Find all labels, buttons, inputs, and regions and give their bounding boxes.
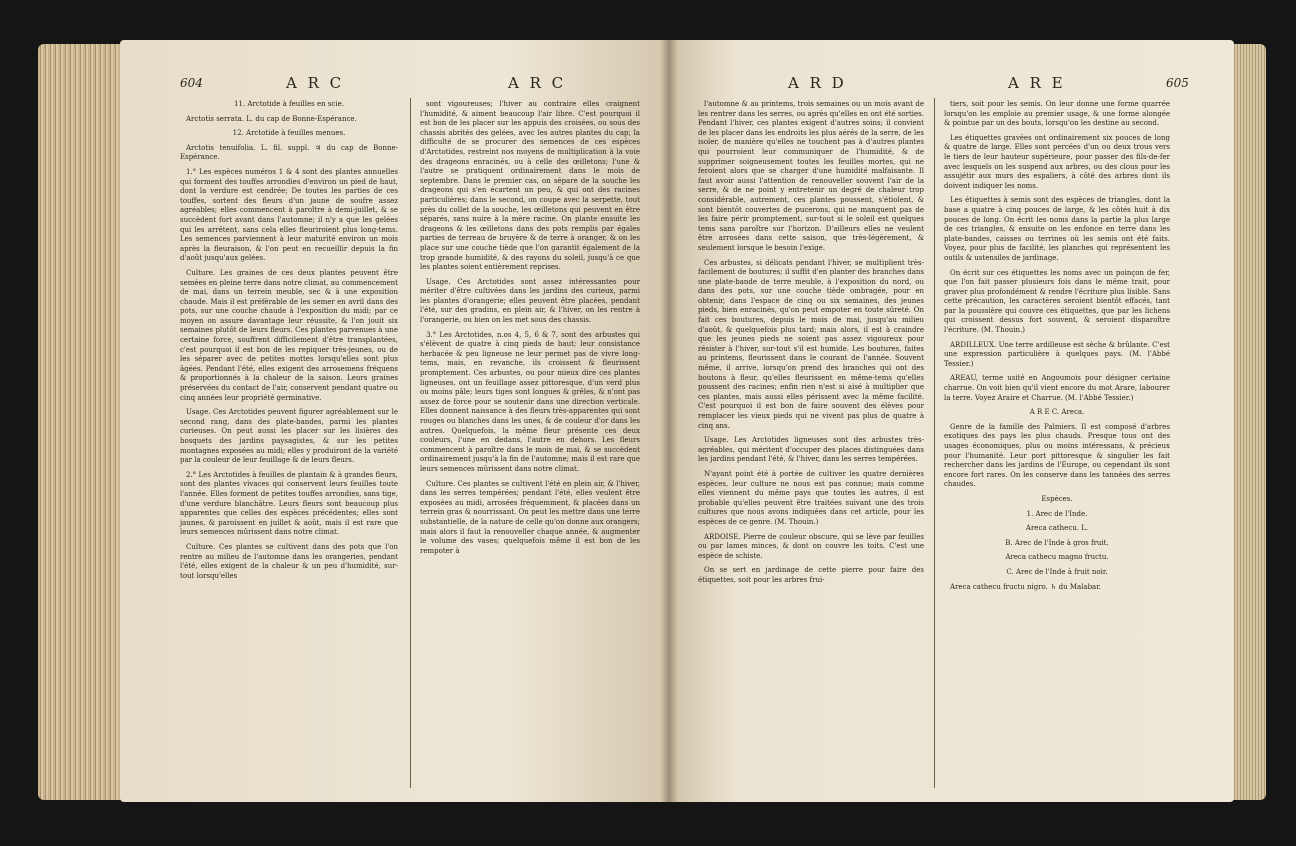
paragraph: B. Arec de l'Inde à gros fruit. [1005, 538, 1109, 547]
paragraph: 2.° Les Arctotides à feuilles de plantain & à grandes fleurs, sont des plantes vivaces qui conservent leurs feuilles toute l'année. Elles forment de petites touffes arrondies, sans tige, d'une verdure blanchâtre. Leurs fleurs sont beaucoup plus apparentes que celles des espèces précédentes; elles sont jaunes, & paroissent en juillet & août, mais il est rare que leurs semences mûrissent dans notre climat. [180, 470, 398, 537]
page-number-right: 605 [1166, 76, 1189, 90]
text-column-2 [420, 100, 640, 561]
paragraph: Arctotis tenuifolia. L. fil. suppl. ♃ du cap de Bonne-Espérance. [180, 143, 398, 162]
paragraph: Usage. Ces Arctotides peuvent figurer agréablement sur le second rang, dans des plate-bandes, parmi les plantes curieuses. On peut aussi les placer sur les lisières des bosquets des jardins paysagistes, & sur les petites montagnes exposées au midi; elles y produiront de la variété par la couleur de leur feuillage & de leurs fleurs. [180, 408, 398, 465]
paragraph: l'automne & au printems, trois semaines ou un mois avant de les rentrer dans les serres, ou après qu'elles en ont été sorties. Pendant l'hiver, ces plantes exigent d'autres soins; il convient de les placer dans les endroits les plus aérés de la serre, de les isoler, de manière qu'elles ne touchent pas à d'autres plantes qui pourroient leur communiquer de l'humidité, & de supprimer soigneusement toutes les feuilles mortes, qui ne feroient alors que se charger d'une humidité malfaisante. Il faut avoir aussi l'attention de renouveller souvent l'air de la serre, & de ne point y entretenir un degré de chaleur trop considérable, autrement, ces plantes poussent, s'étiolent, & sont bientôt couvertes de pucerons, qui ne manquent pas de les faire périr promptement, sur-tout si le soleil est quelques tems sans paroître sur l'horizon. D'ailleurs elles ne veulent être arrosées dans cette saison, que très-légèrement, & seulement lorsque le besoin l'exige. [698, 100, 924, 252]
paragraph: Les étiquettes à semis sont des espèces de triangles, dont la base a quatre à cinq pouces de large, & les côtés huit à dix pouces de long. On écrit les noms dans la partie la plus large de ces triangles, & ensuite on les enfonce en terre dans les plate-bandes, caisses ou terrines où les semis ont été faits. Voyez, pour plus de facilité, les planches qui représentent les outils & ustensiles de jardinage. [944, 196, 1170, 262]
text-column-3 [698, 100, 924, 591]
paragraph: N'ayant point été à portée de cultiver les quatre dernières espèces, leur culture ne nous est pas connue; mais comme elles viennent du même pays que toutes les autres, il est probable qu'elles peuvent être traitées suivant une des trois cultures que nous avons indiquées dans cet article, pour les espèces de ce genre. (M. Thouin.) [698, 469, 924, 526]
paragraph: tiers, soit pour les semis. On leur donne une forme quarrée lorsqu'on les emploie au premier usage, & une forme alongée & pointue par un des bouts, lorsqu'on les destine au second. [944, 100, 1170, 128]
paragraph: On se sert en jardinage de cette pierre pour faire des étiquettes, soit pour les arbres frui- [698, 566, 924, 584]
paragraph: ARDILLEUX. Une terre ardilleuse est sèche & brûlante. C'est une expression particulière à quelques pays. (M. l'Abbé Tessier.) [944, 340, 1170, 368]
text-column-1 [180, 100, 398, 586]
paragraph: Espèces. [1041, 494, 1073, 503]
paragraph: Areca cathecu. L. [1025, 524, 1089, 533]
paragraph: 11. Arctotide à feuilles en scie. [234, 100, 344, 108]
paragraph: Arctotis serrata. L. du cap de Bonne-Espérance. [186, 114, 357, 123]
column-rule-right [934, 98, 935, 788]
paragraph: Culture. Ces plantes se cultivent dans des pots que l'on rentre au milieu de l'automne dans les orangeries, pendant l'été, elles exigent de la chaleur & un peu d'humidité, sur-tout lorsqu'elles [180, 542, 398, 580]
page-number-left: 604 [180, 76, 203, 90]
page-edges-right [1232, 44, 1266, 800]
left-page [120, 40, 668, 802]
text-column-4 [944, 100, 1170, 597]
paragraph: 1. Arec de l'Inde. [1026, 509, 1088, 518]
paragraph: ARDOISE. Pierre de couleur obscure, qui se lève par feuilles ou par lames minces, & dont on couvre les toits. C'est une espèce de schiste. [698, 532, 924, 560]
paragraph: Culture. Ces plantes se cultivent l'été en plein air, & l'hiver, dans les serres tempérées; pendant l'été, elles veulent être exposées au midi, arrosées fréquemment, & placées dans un terrein gras & nourrissant. On peut les mettre dans une terre substantielle, de la nature de celle qu'on donne aux orangers; mais alors il faut la renouveller chaque année, & augmenter le volume des vases; quelquefois même il est bon de les rempoter à [420, 479, 640, 555]
paragraph: Les étiquettes gravées ont ordinairement six pouces de long & quatre de large. Elles sont percées d'un ou deux trous vers le tiers de leur hauteur supérieure, pour passer des fils-de-fer avec lesquels on les suspend aux arbres, ou des clous pour les assujétir aux murs des espaliers, à côté des arbres dont ils doivent indiquer les noms. [944, 133, 1170, 190]
running-head-left-2: A R C [508, 74, 567, 92]
open-book [38, 34, 1266, 810]
paragraph: Culture. Les graines de ces deux plantes peuvent être semées en pleine terre dans notre climat, au commencement de mai, dans un terrein meuble, sec & à une exposition chaude. Mais il est préférable de les semer en avril dans des pots, sur une couche chaude à l'exposition du midi; par ce moyen on assure davantage leur réussite, & l'on jouit six semaines plutôt de leurs fleurs. Ces plantes parvenues à une certaine force, souffrent difficilement d'être transplantées, c'est pourquoi il est bon de les repiquer très-jeunes, ou de les séparer avec de petites mottes lorsqu'elles sont plus âgées. Pendant l'été, elles exigent des arrosemens fréquens & proportionnés à la chaleur de la saison. Leurs graines préservées du contact de l'air, conservent pendant quatre ou cinq années leur propriété germinative. [180, 268, 398, 402]
paragraph: sont vigoureuses; l'hiver au contraire elles craignent l'humidité, & aiment beaucoup l'air libre. C'est pourquoi il est bon de les placer sur les appuis des croisées, ou sous des chassis abrités des gelées, avec les autres plantes du cap; la difficulté de se procurer des semences de ces espèces d'Arctotides, restreint nos moyens de multiplication à la voie des drageons enracinés, ou à celle des œilletons; l'une & l'autre se pratiquent ordinairement dans le mois de septembre. Dans le premier cas, on sépare de la souche les drageons qui s'en écartent un peu, & qui ont des racines particulières; dans le second, on coupe avec la serpette, tout près du collet de la souche, les œilletons qui peuvent en être séparés, sans nuire à la mère racine. On plante ensuite les drageons & les œilletons dans des pots remplis par égales parties de terreau de bruyère & de terre à oranger, & on les place sur une couche tiède que l'on garantit également de la trop grande humidité, & des rayons du soleil, jusqu'à ce que les plantes soient entièrement reprises. [420, 100, 640, 272]
paragraph: Usage. Ces Arctotides sont assez intéressantes pour mériter d'être cultivées dans les jardins des curieux, parmi les plantes d'orangerie; elles peuvent être placées, pendant l'été, sur des gradins, en plein air, & l'hiver, on les rentre à l'orangerie, ou bien on les met sous des chassis. [420, 277, 640, 325]
paragraph: Ces arbustes, si délicats pendant l'hiver, se multiplient très-facilement de boutures; il suffit d'en planter des branches dans une plate-bande de terre meuble, à l'exposition du nord, ou dans des pots, sur une couche tiède ombragée, pour en obtenir, dans l'espace de cinq ou six semaines, des jeunes pieds, bien enracinés, qu'on peut empoter en toute sûreté. On fait ces boutures, depuis le mois de mai, jusqu'au milieu d'août, & quelquefois plus tard; mais alors, il est à craindre que les jeunes pieds ne soient pas assez vigoureux pour résister à l'hiver, sur-tout s'il est humide. Les boutures, faites au printems, fleurissent dans le courant de l'année. Souvent même, il arrive, lorsqu'on prend des branches qui ont des boutons à fleur, qu'elles fleurissent en même-tems qu'elles poussent des racines; enfin rien n'est si aisé à multiplier que ces plantes, mais aussi elles périssent avec la même facilité. C'est pourquoi il est bon de faire souvent des élèves pour remplacer les vieux pieds qui ne vivent pas plus de quatre à cinq ans. [698, 258, 924, 430]
paragraph: A R E C. Areca. [1029, 408, 1085, 417]
paragraph: C. Arec de l'Inde à fruit noir. [1006, 567, 1108, 576]
paragraph: 3.° Les Arctotides, n.os 4, 5, 6 & 7, sont des arbustes qui s'élèvent de quatre à cinq pieds de haut; leur consistance herbacée & peu ligneuse ne leur permet pas de vivre long-tems, mais, en revanche, ils croissent & fleurissent promptement. Ces arbustes, ou pour mieux dire ces plantes ligneuses, ont un feuillage assez pittoresque, d'un verd plus ou moins pâle; leurs tiges sont longues & grêles, & n'ont pas assez de force pour se soutenir dans une direction verticale. Elles donnent naissance à des fleurs très-apparentes qui sont rouges ou blanches dans les unes, & de couleur d'or dans les autres. Quelquefois, la même fleur présente ces deux couleurs, l'une en dedans, l'autre en dehors. Les fleurs commencent à paroître dans le mois de mai, & se succèdent ordinairement jusqu'à la fin de l'automne; mais il est rare que leurs semences mûrissent dans notre climat. [420, 330, 640, 473]
running-head-left-1: A R C [286, 74, 345, 92]
paragraph: Areca cathecu magno fructu. [1005, 553, 1109, 562]
paragraph: Areca cathecu fructu nigro. ♄ du Malabar. [950, 582, 1102, 591]
running-head-right-1: A R D [788, 74, 847, 92]
paragraph: AREAU, terme usité en Angoumois pour désigner certaine charrue. On voit bien qu'il vient encore du mot Arare, labourer la terre. Voyez Araire et Charrue. (M. l'Abbé Tessier.) [944, 374, 1170, 402]
paragraph: Genre de la famille des Palmiers. Il est composé d'arbres exotiques des pays les plus chauds. Presque tous ont des usages économiques, plus ou moins intéressans, & précieux pour l'humanité. Leur port pittoresque & singulier les fait rechercher dans les jardins de l'Europe, ou cependant ils sont encore fort rares. On les conserve dans les tannées des serres chaudes. [944, 422, 1170, 489]
paragraph: 1.° Les espèces numéros 1 & 4 sont des plantes annuelles qui forment des touffes arrondies d'environ un pied de haut, dont la verdure est cendrée; De toutes les parties de ces touffes, sortent des fleurs d'un jaune de soufre assez agréables; elles commencent à paroître à demi-juillet, & se succèdent fort avant dans l'automne; il n'y a que les gelées qui les arrêtent, sans cela elles fleuriroient plus long-tems. Les semences parviennent à leur maturité environ un mois après la fleuraison, & l'on peut en recueillir depuis la fin d'août jusqu'aux gelées. [180, 167, 398, 263]
column-rule-left [410, 98, 411, 788]
right-page [668, 40, 1234, 802]
paragraph: On écrit sur ces étiquettes les noms avec un poinçon de fer, que l'on fait passer plusieurs fois dans le même trait, pour graver plus profondément & rendre l'écriture plus lisible. Sans cette précaution, les caractères seroient bientôt effacés, tant par la poussière qui couvre ces étiquettes, que par les lichens qui croissent dessus fort souvent, & seroient disparoître l'écriture. (M. Thouin.) [944, 268, 1170, 335]
paragraph: 12. Arctotide à feuilles menues. [232, 129, 346, 138]
running-head-right-2: A R E [1008, 74, 1066, 92]
paragraph: Usage. Les Arctotides ligneuses sont des arbustes très-agréables, qui méritent d'occuper des places distinguées dans les jardins pendant l'été, & l'hiver, dans les serres tempérées. [698, 436, 924, 464]
book-gutter [660, 40, 678, 802]
